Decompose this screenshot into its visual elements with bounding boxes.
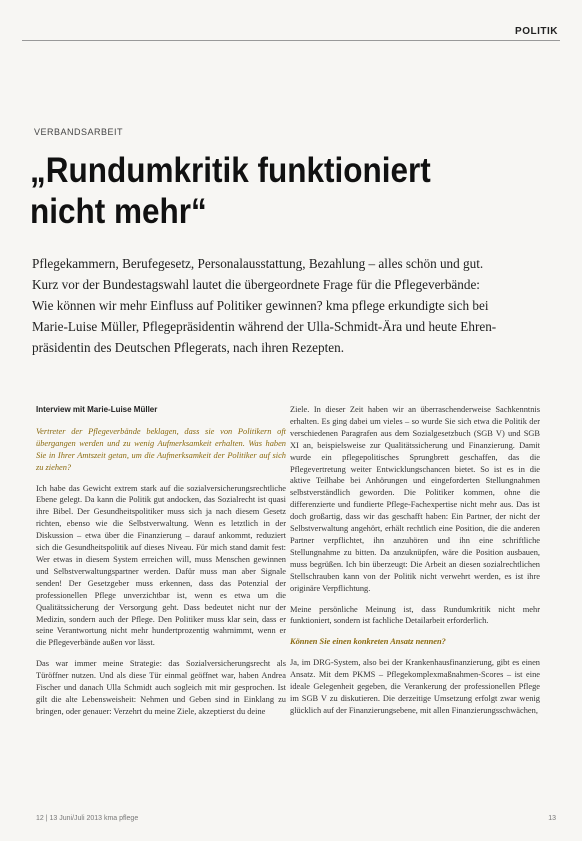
answer-paragraph: Ziele. In dieser Zeit haben wir an überraschenderweise Sachkenntnis erhalten. Es ging dabei um vieles – so wurde Sie sich etwa die Politik der verschiedenen Paragrafen aus dem Sozialgesetzbuch (SGB V) und SGB XI an, beispielsweise zur Qualitätssicherung und Finanzierung. Damit wurde ein pflegepolitisches Sprungbrett geschaffen, das die Pflegevertretung weiter Entwicklungschancen bietet. So ist es in die aktive Teilhabe bei Anhörungen und eingeforderten Stellungnahmen selbstverständlich geworden. Die Politiker kommen, ohne die differenzierte und fundierte Pflege-Fachexpertise nicht mehr aus. Das ist doch großartig, dass wir das geschafft haben: Ein Partner, der nicht der Selbstverwaltung angehört, erhält rechtlich eine Position, die die anderen Partner verpflichtet, ihn anzuhören und ihn eine schriftliche Stellungnahme zu bitten. Da anzuknüpfen, wäre die Position ausbauen, muss begrüßen. Ich bin überzeugt: Die Arbeit an diesen sozialrechtlichen Stellschrauben kann von der Politik nicht verwehrt werden, es ist ihre originäre Verpflichtung.: [290, 405, 540, 593]
answer-paragraph: Ja, im DRG-System, also bei der Krankenhausfinanzierung, gibt es einen Ansatz. Mit dem PKMS – Pflegekomplexmaßnahmen-Scores – ist eine ideale Gelegenheit gegeben, die Verankerung der professionellen Pflege im SGB V zu diskutieren. Die derzeitige Umsetzung erfolgt zwar wenig glücklich auf der Finanzierungsebene, mit allen Finanzierungsschwächen,: [290, 658, 540, 715]
article-lead: [32, 253, 562, 358]
lead-line: Kurz vor der Bundestagswahl lautet die übergeordnete Frage für die Pflegeverbände:: [32, 277, 480, 292]
lead-line: Wie können wir mehr Einfluss auf Politiker gewinnen? kma pflege erkundigte sich bei: [32, 298, 489, 313]
interview-label: Interview mit Marie-Luise Müller: [36, 405, 158, 414]
article-headline: [30, 150, 498, 232]
question-subhead: Können Sie einen konkreten Ansatz nennen?: [290, 637, 446, 647]
lead-line: Pflegekammern, Berufegesetz, Personalausstattung, Bezahlung – alles schön und gut.: [32, 256, 484, 271]
lead-line: präsidentin des Deutschen Pflegerats, nach ihren Rezepten.: [32, 340, 344, 355]
question-text: Vertreter der Pflegeverbände beklagen, dass sie von Politikern oft übergangen werden und zu wenig Aufmerksamkeit erhalten. Was haben Sie in Ihrer Amtszeit getan, um die Aufmerksamkeit der Politiker auf sich zu ziehen?: [36, 426, 286, 472]
answer-paragraph: Ich habe das Gewicht extrem stark auf die sozialversicherungsrechtliche Ebene gelegt. Da kann die Politik gut andocken, das Sozialrecht ist quasi ihre Bibel. Der Gesundheitspolitiker muss sich ja nach diesem Gesetz richten, ebenso wie die Selbstverwaltung. Wenn es letztlich in der Diskussion – etwa über die Finanzierung – darauf ankommt, reduziert sich die Gesundheitspolitik auf dieses Niveau. Für mich stand damit fest: Wer etwas in diesem System erreichen will, muss Menschen gewinnen und Selbstverwaltungspartner werden. Dafür muss man aber Signale senden! Der Gesetzgeber muss erkennen, dass das Potenzial der professionellen Pflege unverzichtbar ist, wenn es etwa um die Qualitätssicherung der Versorgung geht. Dass bedeutet nicht nur der Medizin, sondern auch der Pflege. Den Politiker muss klar sein, dass er seine Verantwortung nicht mehr hundertprozentig wahrnimmt, wenn er die Pflegeverbände außen vor lässt.: [36, 483, 286, 648]
section-label: POLITIK: [515, 26, 558, 37]
headline-line: nicht mehr“: [30, 192, 207, 231]
answer-paragraph: Meine persönliche Meinung ist, dass Rundumkritik nicht mehr funktioniert, sondern ist fachliche Detailarbeit erforderlich.: [290, 604, 540, 626]
footer-issue: 12 | 13 Juni/Juli 2013 kma pflege: [36, 815, 139, 822]
left-column: [36, 404, 286, 727]
lead-line: Marie-Luise Müller, Pflegepräsidentin während der Ulla-Schmidt-Ära und heute Ehren-: [32, 319, 497, 334]
headline-line: „Rundumkritik funktioniert: [30, 151, 431, 190]
header-rule: [22, 40, 560, 41]
article-kicker: VERBANDSARBEIT: [34, 127, 124, 137]
right-column: [290, 404, 540, 726]
footer-page-number: 13: [548, 815, 556, 822]
answer-paragraph: Das war immer meine Strategie: das Sozialversicherungsrecht als Türöffner nutzen. Und als diese Tür einmal geöffnet war, haben Andrea Fischer und danach Ulla Schmidt auch sogleich mit mir gesprochen. Ist gilt die alte Lebensweisheit: Nehmen und Geben sind in Einklang zu bringen, oder genauer: Verzehrt du meine Ziele, akzeptierst du deine: [36, 659, 286, 716]
